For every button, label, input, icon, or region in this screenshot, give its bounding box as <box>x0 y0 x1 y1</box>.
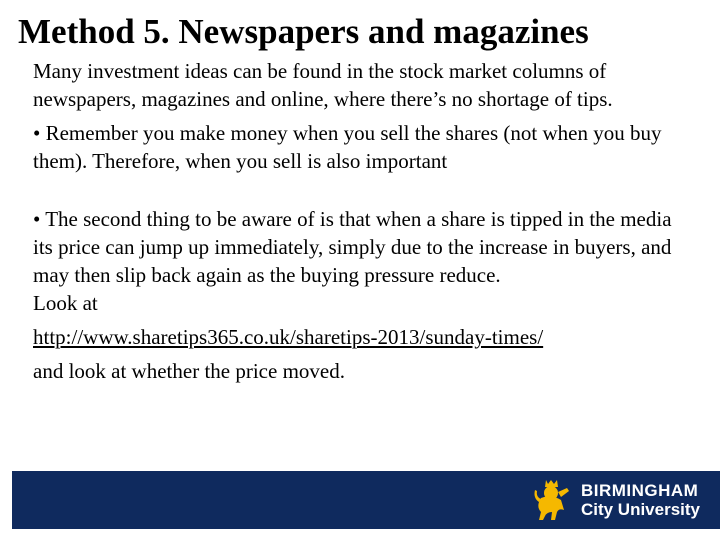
logo-line-city-university: City University <box>580 500 700 519</box>
bullet-sell-timing: • Remember you make money when you sell the shares (not when you buy them). Therefore, when you sell is also important <box>33 121 662 173</box>
slide-title: Method 5. Newspapers and magazines <box>18 12 589 51</box>
university-logo <box>531 478 700 522</box>
logo-line-birmingham: BIRMINGHAM <box>580 481 699 500</box>
closing-text: and look at whether the price moved. <box>33 359 345 383</box>
slide-body <box>33 57 683 385</box>
sharetips-link[interactable]: http://www.sharetips365.co.uk/sharetips-2013/sunday-times/ <box>33 325 544 349</box>
intro-paragraph: Many investment ideas can be found in the stock market columns of newspapers, magazines and online, where there’s no shortage of tips. <box>33 59 613 111</box>
lion-crest-icon <box>531 478 573 522</box>
footer-bar <box>12 471 720 529</box>
look-at-text: Look at <box>33 291 98 315</box>
bullet-price-jump: • The second thing to be aware of is that when a share is tipped in the media its price can jump up immediately, simply due to the increase in buyers, and may then slip back again as the buying pressure reduce. <box>33 207 672 287</box>
logo-wordmark <box>581 481 700 519</box>
